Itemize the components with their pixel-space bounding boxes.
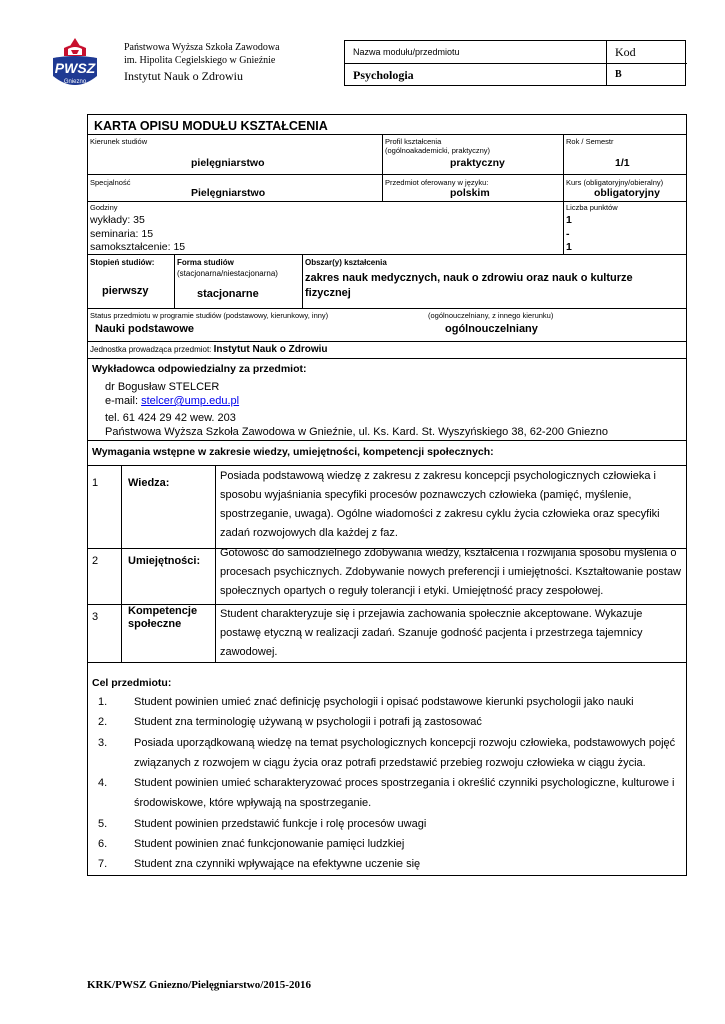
requirement-text-social: Student charakteryzuje się i przejawia zachowania społecznie akceptowane. Wykazuje postawę etyczną w realizacji zadań. Szanuje godność pacjenta i przestrzega tajemnicy zawodowej. — [220, 608, 643, 658]
hours-self-study: samokształcenie: 15 — [90, 241, 186, 253]
profile-label: Profil kształcenia — [385, 137, 442, 146]
field-of-study: pielęgniarstwo — [191, 157, 265, 169]
ects-lectures: 1 — [566, 214, 572, 226]
area-line-2: fizycznej — [305, 287, 351, 299]
area-label: Obszar(y) kształcenia — [305, 258, 387, 267]
goal-item-7: Student zna czynniki wpływające na efektywne uczenie się — [134, 858, 421, 870]
level: pierwszy — [102, 285, 149, 297]
lecturer-phone: tel. 61 424 29 42 wew. 203 — [105, 412, 236, 424]
language: polskim — [450, 187, 490, 199]
unit: Instytut Nauk o Zdrowiu — [213, 344, 328, 355]
goal-num-7: 7. — [98, 858, 108, 870]
goal-num-1: 1. — [98, 696, 108, 708]
lecturer-name: dr Bogusław STELCER — [105, 381, 220, 393]
form-label: Forma studiów — [177, 258, 234, 267]
module-card — [87, 114, 687, 876]
lecturer-address: Państwowa Wyższa Szkoła Zawodowa w Gnieźnie, ul. Ks. Kard. St. Wyszyńskiego 38, 62-200 Gniezno — [105, 426, 608, 438]
svg-text:Gniezno: Gniezno — [63, 79, 87, 85]
general: ogólnouczelniany — [445, 323, 538, 335]
unit-row — [90, 344, 328, 355]
requirement-num-3: 3 — [92, 611, 99, 623]
institution-name — [124, 41, 280, 67]
lecturer-email-row — [105, 395, 239, 407]
code-label: Kod — [615, 45, 636, 59]
status: Nauki podstawowe — [95, 323, 195, 335]
module-name: Psychologia — [353, 68, 414, 82]
year-semester: 1/1 — [615, 157, 630, 169]
goal-item-3: Posiada uporządkowaną wiedzę na temat psychologicznych koncepcji rozwoju człowieka, podstawowych pojęć związanych z rozwojem w ciągu życia oraz potrafi przedstawić przebieg rozwoju człowieka w ciągu życia. — [134, 737, 676, 769]
requirement-text-knowledge: Posiada podstawową wiedzę z zakresu z zakresu koncepcji psychologicznych człowieka i sposobu wyjaśniania specyfiki procesów poznawczych człowieka (pamięć, myślenie, spostrzeganie, uwaga). Ogólne wiadomości z zakresu cyklu życia człowieka oraz specyfiki zadań rozwojowych dla każdej z faz. — [220, 470, 660, 539]
ects-seminars: - — [566, 228, 570, 240]
form: stacjonarne — [197, 288, 259, 300]
institute-name: Instytut Nauk o Zdrowiu — [124, 69, 243, 83]
requirement-label-skills: Umiejętności: — [128, 555, 201, 567]
profile-sublabel: (ogólnoakademicki, praktyczny) — [385, 146, 491, 155]
course-type-label: Kurs (obligatoryjny/obieralny) — [566, 178, 664, 187]
goal-num-2: 2. — [98, 716, 108, 728]
lecturer-email-link[interactable]: stelcer@ump.edu.pl — [141, 395, 240, 407]
goal-num-5: 5. — [98, 818, 108, 830]
general-label: (ogólnouczelniany, z innego kierunku) — [428, 311, 554, 320]
requirement-num-1: 1 — [92, 477, 99, 489]
svg-text:PWSZ: PWSZ — [54, 60, 96, 76]
form-sublabel: (stacjonarna/niestacjonarna) — [177, 269, 278, 278]
footer-reference: KRK/PWSZ Gniezno/Pielęgniarstwo/2015-2016 — [87, 979, 311, 991]
institution-line-1: Państwowa Wyższa Szkoła Zawodowa — [124, 42, 280, 53]
hours-label: Godziny — [90, 203, 118, 212]
goal-num-4: 4. — [98, 777, 108, 789]
goal-item-4: Student powinien umieć scharakteryzować proces spostrzegania i określić czynniki psychologiczne, kulturowe i środowiskowe, które wpływają na spostrzeganie. — [134, 777, 675, 809]
module-header-table — [344, 40, 686, 86]
code-value: B — [615, 69, 622, 80]
goal-item-1: Student powinien umieć znać definicję psychologii i opisać podstawowe kierunki psychologii jako nauki — [134, 696, 634, 708]
module-name-label: Nazwa modułu/przedmiotu — [353, 47, 460, 57]
hours-seminars: seminaria: 15 — [90, 228, 154, 240]
requirement-label-knowledge: Wiedza: — [128, 477, 170, 489]
goal-item-5: Student powinien przedstawić funkcje i rolę procesów uwagi — [134, 818, 427, 830]
email-label: e-mail: — [105, 395, 139, 407]
hours-lectures: wykłady: 35 — [90, 214, 145, 226]
card-title: KARTA OPISU MODUŁU KSZTAŁCENIA — [94, 119, 328, 133]
goal-item-6: Student powinien znać funkcjonowanie pamięci ludzkiej — [134, 838, 405, 850]
unit-label: Jednostka prowadząca przedmiot: — [90, 345, 212, 354]
status-label: Status przedmiotu w programie studiów (podstawowy, kierunkowy, inny) — [90, 311, 329, 320]
requirement-num-2: 2 — [92, 555, 99, 567]
goal-num-6: 6. — [98, 838, 108, 850]
requirement-label-social: Kompetencje społeczne — [128, 605, 198, 630]
area-line-1: zakres nauk medycznych, nauk o zdrowiu oraz nauk o kulturze — [305, 272, 633, 284]
ects-label: Liczba punktów — [566, 203, 618, 212]
course-type: obligatoryjny — [594, 187, 660, 199]
goal-item-2: Student zna terminologię używaną w psychologii i potrafi ją zastosować — [134, 716, 482, 728]
goals-heading: Cel przedmiotu: — [92, 677, 172, 689]
requirement-text-skills: Gotowość do samodzielnego zdobywania wiedzy, kształcenia i rozwijania sposobu myślenia o procesach psychicznych. Zdobywanie nowych preferencji i umiejętności. Kształtowanie postaw społecznych opartych o reguły tolerancji i etyki. Umiejętność pracy zespołowej. — [220, 547, 682, 597]
profile: praktyczny — [450, 157, 505, 169]
year-semester-label: Rok / Semestr — [566, 137, 614, 146]
specialty: Pielęgniarstwo — [191, 187, 266, 199]
lecturer-heading: Wykładowca odpowiedzialny za przedmiot: — [92, 363, 307, 375]
ects-self-study: 1 — [566, 241, 572, 253]
institution-line-2: im. Hipolita Cegielskiego w Gnieźnie — [124, 55, 276, 66]
goal-num-3: 3. — [98, 737, 108, 749]
requirements-heading: Wymagania wstępne w zakresie wiedzy, umiejętności, kompetencji społecznych: — [92, 446, 494, 458]
specialty-label: Specjalność — [90, 178, 131, 187]
pwsz-logo — [50, 36, 100, 92]
level-label: Stopień studiów: — [90, 258, 155, 267]
field-of-study-label: Kierunek studiów — [90, 137, 148, 146]
language-label: Przedmiot oferowany w języku: — [385, 178, 489, 187]
